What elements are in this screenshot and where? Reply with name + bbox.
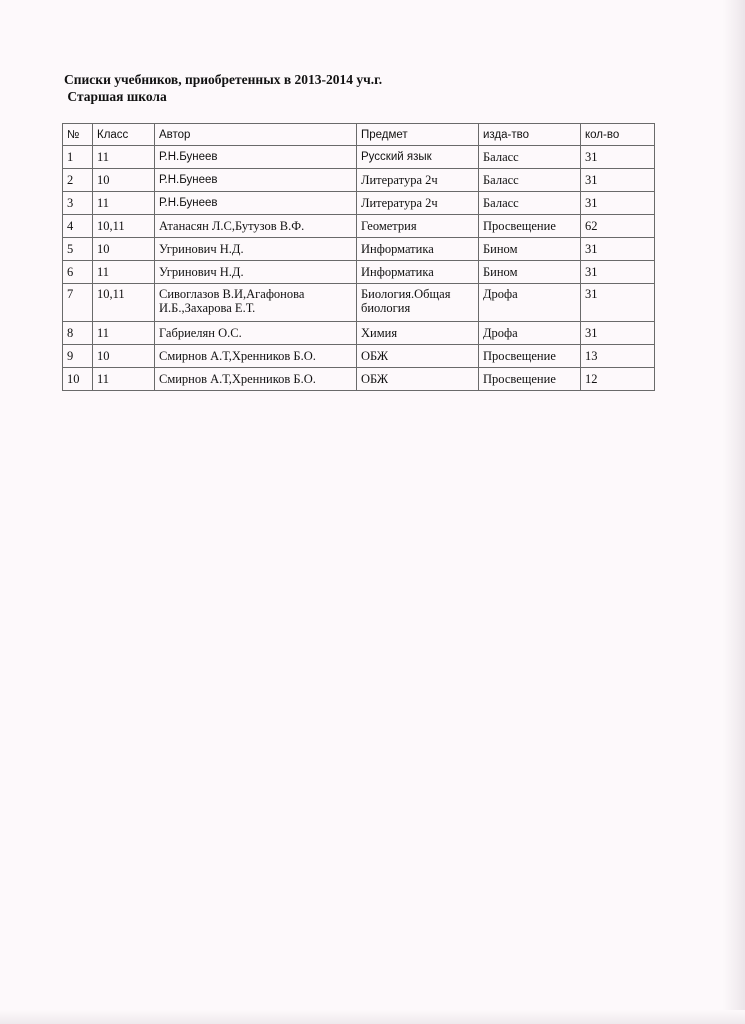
- header-class: Класс: [93, 124, 155, 146]
- cell-class: 11: [93, 192, 155, 215]
- cell-subject: ОБЖ: [357, 368, 479, 391]
- cell-author: Атанасян Л.С,Бутузов В.Ф.: [155, 215, 357, 238]
- cell-subject: Русский язык: [357, 146, 479, 169]
- cell-quantity: 31: [581, 284, 655, 322]
- cell-publisher: Просвещение: [479, 215, 581, 238]
- cell-publisher: Баласс: [479, 169, 581, 192]
- table-row: [63, 284, 655, 322]
- table-row: [63, 345, 655, 368]
- cell-publisher: Баласс: [479, 146, 581, 169]
- cell-author: Смирнов А.Т,Хренников Б.О.: [155, 368, 357, 391]
- cell-class: 10: [93, 169, 155, 192]
- title-line-1: Списки учебников, приобретенных в 2013-2014 уч.г.: [64, 72, 383, 87]
- cell-subject: Литература 2ч: [357, 169, 479, 192]
- cell-author: Р.Н.Бунеев: [155, 192, 357, 215]
- cell-author: Смирнов А.Т,Хренников Б.О.: [155, 345, 357, 368]
- table-row: [63, 368, 655, 391]
- cell-class: 10,11: [93, 284, 155, 322]
- cell-publisher: Бином: [479, 238, 581, 261]
- cell-num: 5: [63, 238, 93, 261]
- cell-subject: Информатика: [357, 261, 479, 284]
- cell-subject: Информатика: [357, 238, 479, 261]
- scan-edge-bottom: [0, 1010, 745, 1024]
- cell-quantity: 31: [581, 169, 655, 192]
- cell-publisher: Дрофа: [479, 322, 581, 345]
- cell-publisher: Бином: [479, 261, 581, 284]
- cell-class: 11: [93, 261, 155, 284]
- header-author: Автор: [155, 124, 357, 146]
- table-body: [63, 124, 655, 391]
- cell-num: 9: [63, 345, 93, 368]
- cell-class: 10: [93, 345, 155, 368]
- cell-publisher: Просвещение: [479, 368, 581, 391]
- cell-num: 8: [63, 322, 93, 345]
- cell-author: Угринович Н.Д.: [155, 238, 357, 261]
- textbook-table: [62, 123, 655, 391]
- cell-num: 1: [63, 146, 93, 169]
- table-row: [63, 146, 655, 169]
- cell-class: 10: [93, 238, 155, 261]
- cell-num: 3: [63, 192, 93, 215]
- cell-subject: Химия: [357, 322, 479, 345]
- cell-subject: Литература 2ч: [357, 192, 479, 215]
- cell-author: Сивоглазов В.И,Агафонова И.Б.,Захарова Е.Т.: [155, 284, 357, 322]
- cell-author: Габриелян О.С.: [155, 322, 357, 345]
- cell-subject: Геометрия: [357, 215, 479, 238]
- cell-quantity: 31: [581, 146, 655, 169]
- table-row: [63, 261, 655, 284]
- cell-class: 11: [93, 146, 155, 169]
- cell-quantity: 31: [581, 192, 655, 215]
- cell-class: 11: [93, 368, 155, 391]
- cell-quantity: 31: [581, 322, 655, 345]
- table-row: [63, 192, 655, 215]
- cell-num: 7: [63, 284, 93, 322]
- cell-quantity: 12: [581, 368, 655, 391]
- table-row: [63, 238, 655, 261]
- cell-author: Р.Н.Бунеев: [155, 146, 357, 169]
- cell-num: 2: [63, 169, 93, 192]
- cell-class: 10,11: [93, 215, 155, 238]
- cell-class: 11: [93, 322, 155, 345]
- cell-num: 4: [63, 215, 93, 238]
- table-row: [63, 322, 655, 345]
- cell-author: Р.Н.Бунеев: [155, 169, 357, 192]
- table-row: [63, 215, 655, 238]
- header-num: №: [63, 124, 93, 146]
- table-row: [63, 169, 655, 192]
- cell-quantity: 31: [581, 261, 655, 284]
- document-title: [64, 71, 382, 105]
- cell-quantity: 13: [581, 345, 655, 368]
- cell-publisher: Дрофа: [479, 284, 581, 322]
- cell-subject: Биология.Общая биология: [357, 284, 479, 322]
- cell-publisher: Просвещение: [479, 345, 581, 368]
- header-quantity: кол-во: [581, 124, 655, 146]
- table-header-row: [63, 124, 655, 146]
- cell-num: 10: [63, 368, 93, 391]
- cell-quantity: 62: [581, 215, 655, 238]
- cell-author: Угринович Н.Д.: [155, 261, 357, 284]
- header-subject: Предмет: [357, 124, 479, 146]
- cell-quantity: 31: [581, 238, 655, 261]
- title-line-2: Старшая школа: [64, 89, 167, 104]
- cell-num: 6: [63, 261, 93, 284]
- cell-publisher: Баласс: [479, 192, 581, 215]
- cell-subject: ОБЖ: [357, 345, 479, 368]
- scan-edge-right: [723, 0, 745, 1024]
- header-publisher: изда-тво: [479, 124, 581, 146]
